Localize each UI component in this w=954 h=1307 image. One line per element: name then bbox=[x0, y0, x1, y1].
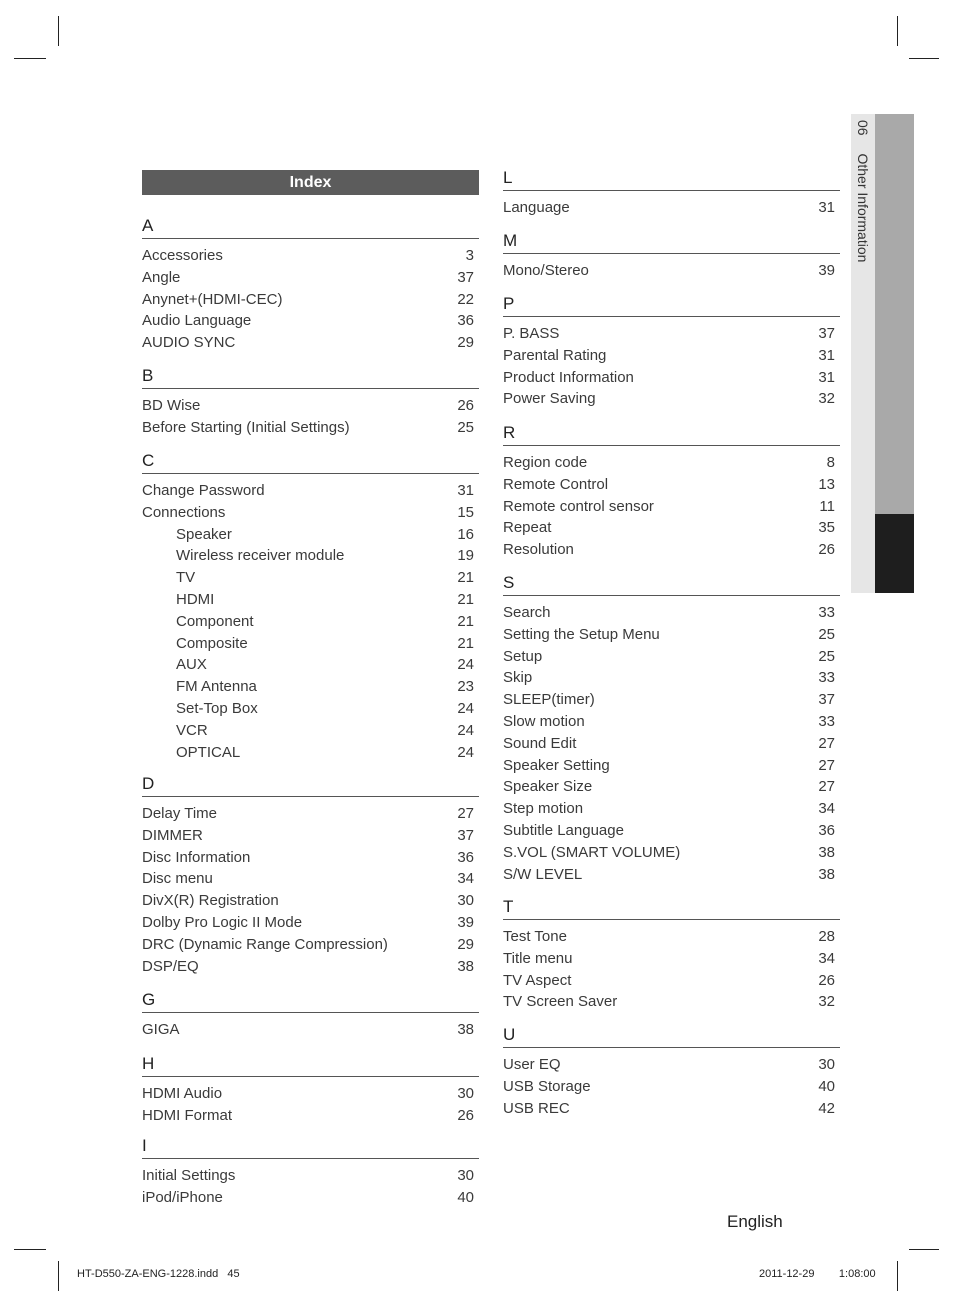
entry-page: 26 bbox=[457, 1106, 474, 1124]
index-entry bbox=[503, 864, 840, 886]
index-entry bbox=[503, 667, 840, 689]
index-entry bbox=[503, 539, 840, 561]
entry-page: 27 bbox=[457, 805, 474, 822]
entry-label: TV Aspect bbox=[503, 971, 572, 989]
language-label: English bbox=[727, 1212, 783, 1231]
entry-page: 32 bbox=[818, 993, 835, 1011]
entry-page: 39 bbox=[818, 262, 835, 279]
section-letter: T bbox=[503, 895, 840, 920]
entry-label: Language bbox=[503, 199, 570, 216]
entry-page: 34 bbox=[457, 870, 474, 888]
entry-page: 33 bbox=[818, 604, 835, 621]
crop-mark bbox=[897, 16, 898, 46]
section-letter: A bbox=[142, 214, 479, 239]
entry-label: USB REC bbox=[503, 1099, 570, 1117]
crop-mark bbox=[14, 1249, 46, 1250]
entry-label: DSP/EQ bbox=[142, 957, 199, 975]
entry-list bbox=[142, 474, 479, 763]
footer-page: 45 bbox=[227, 1268, 240, 1280]
section-letter: C bbox=[142, 449, 479, 474]
index-entry bbox=[142, 890, 479, 912]
entry-label: AUDIO SYNC bbox=[142, 334, 236, 352]
entry-label: Remote control sensor bbox=[503, 497, 654, 515]
entry-label: Speaker Setting bbox=[503, 756, 610, 774]
entry-page: 35 bbox=[818, 519, 835, 537]
entry-label: Set-Top Box bbox=[176, 699, 258, 717]
crop-mark bbox=[58, 16, 59, 46]
entry-label: Delay Time bbox=[142, 805, 218, 822]
index-entry bbox=[142, 1187, 479, 1209]
index-entry bbox=[503, 820, 840, 842]
entry-page: 26 bbox=[818, 541, 835, 559]
entry-label: Audio Language bbox=[142, 312, 252, 330]
entry-label: HDMI bbox=[176, 590, 215, 608]
footer-filename bbox=[77, 1268, 240, 1280]
index-entry bbox=[142, 395, 479, 417]
entry-page: 36 bbox=[457, 848, 474, 866]
entry-label: Resolution bbox=[503, 541, 574, 559]
section-letter: L bbox=[503, 166, 840, 191]
index-entry bbox=[142, 1165, 479, 1187]
index-entry bbox=[142, 868, 479, 890]
entry-page: 36 bbox=[457, 312, 474, 330]
entry-list bbox=[503, 254, 840, 282]
crop-mark bbox=[58, 1261, 59, 1291]
entry-list bbox=[142, 1159, 479, 1209]
index-entry bbox=[142, 589, 479, 611]
section-letter: B bbox=[142, 364, 479, 389]
chapter-number: 06 bbox=[855, 120, 871, 136]
index-entry bbox=[142, 545, 479, 567]
entry-label: Sound Edit bbox=[503, 734, 577, 752]
index-section bbox=[142, 988, 479, 1041]
entry-page: 38 bbox=[457, 957, 474, 975]
entry-label: SLEEP(timer) bbox=[503, 691, 595, 709]
entry-label: Mono/Stereo bbox=[503, 262, 589, 279]
entry-page: 3 bbox=[465, 247, 474, 264]
entry-label: Dolby Pro Logic II Mode bbox=[142, 913, 303, 931]
index-section bbox=[503, 895, 840, 1013]
entry-label: Parental Rating bbox=[503, 346, 607, 364]
entry-page: 15 bbox=[457, 503, 474, 521]
entry-page: 24 bbox=[457, 743, 474, 761]
entry-page: 39 bbox=[457, 913, 474, 931]
entry-label: Subtitle Language bbox=[503, 821, 624, 839]
entry-page: 27 bbox=[818, 734, 835, 752]
entry-label: Before Starting (Initial Settings) bbox=[142, 418, 350, 436]
index-entry bbox=[142, 633, 479, 655]
index-entry bbox=[142, 310, 479, 332]
entry-label: Setup bbox=[503, 647, 543, 665]
index-entry bbox=[503, 842, 840, 864]
entry-list bbox=[503, 1048, 840, 1119]
section-letter: G bbox=[142, 988, 479, 1013]
entry-page: 34 bbox=[818, 800, 835, 818]
entry-label: P. BASS bbox=[503, 325, 560, 342]
chapter-tab-marker bbox=[875, 514, 914, 593]
chapter-title: Other Information bbox=[855, 153, 871, 263]
index-section bbox=[503, 1023, 840, 1119]
entry-list bbox=[142, 1077, 479, 1127]
entry-page: 30 bbox=[457, 1167, 474, 1184]
section-letter: U bbox=[503, 1023, 840, 1048]
index-section bbox=[142, 214, 479, 354]
index-entry bbox=[503, 602, 840, 624]
entry-label: Step motion bbox=[503, 800, 584, 818]
entry-label: Connections bbox=[142, 503, 226, 521]
index-entry bbox=[142, 267, 479, 289]
entry-page: 26 bbox=[818, 971, 835, 989]
entry-page: 25 bbox=[818, 647, 835, 665]
entry-list bbox=[503, 920, 840, 1013]
entry-page: 23 bbox=[457, 678, 474, 696]
entry-label: BD Wise bbox=[142, 397, 201, 414]
entry-page: 40 bbox=[818, 1077, 835, 1095]
index-entry bbox=[503, 474, 840, 496]
entry-page: 21 bbox=[457, 612, 474, 630]
index-entry bbox=[503, 711, 840, 733]
entry-page: 38 bbox=[457, 1021, 474, 1038]
index-entry bbox=[142, 803, 479, 825]
entry-label: Disc Information bbox=[142, 848, 251, 866]
index-entry bbox=[503, 991, 840, 1013]
entry-page: 33 bbox=[818, 669, 835, 687]
entry-label: iPod/iPhone bbox=[142, 1188, 223, 1206]
index-entry bbox=[503, 1076, 840, 1098]
entry-page: 31 bbox=[818, 368, 835, 386]
entry-page: 30 bbox=[457, 1085, 474, 1102]
entry-label: DRC (Dynamic Range Compression) bbox=[142, 935, 388, 953]
index-section bbox=[503, 292, 840, 410]
entry-label: VCR bbox=[176, 721, 208, 739]
index-entry bbox=[142, 332, 479, 354]
index-entry bbox=[503, 388, 840, 410]
crop-mark bbox=[909, 1249, 939, 1250]
index-entry bbox=[503, 755, 840, 777]
entry-label: Repeat bbox=[503, 519, 552, 537]
index-section bbox=[503, 166, 840, 219]
index-section bbox=[142, 1134, 479, 1209]
entry-page: 33 bbox=[818, 712, 835, 730]
entry-label: HDMI Audio bbox=[142, 1085, 223, 1102]
chapter-label bbox=[850, 120, 876, 320]
entry-label: Component bbox=[176, 612, 254, 630]
entry-page: 11 bbox=[819, 497, 835, 515]
entry-list bbox=[142, 1013, 479, 1041]
footer-file: HT-D550-ZA-ENG-1228.indd bbox=[77, 1268, 219, 1280]
crop-mark bbox=[14, 58, 46, 59]
page-title: Index bbox=[142, 170, 479, 195]
index-entry bbox=[503, 926, 840, 948]
entry-label: S.VOL (SMART VOLUME) bbox=[503, 843, 681, 861]
index-entry bbox=[142, 480, 479, 502]
entry-label: Angle bbox=[142, 268, 181, 286]
entry-list bbox=[503, 317, 840, 410]
entry-label: TV bbox=[176, 569, 196, 587]
entry-label: Disc menu bbox=[142, 870, 213, 888]
index-entry bbox=[142, 742, 479, 764]
entry-label: Speaker Size bbox=[503, 778, 593, 796]
entry-list bbox=[503, 596, 840, 885]
entry-page: 32 bbox=[818, 390, 835, 408]
index-entry bbox=[142, 1105, 479, 1127]
entry-page: 34 bbox=[818, 949, 835, 967]
entry-label: Remote Control bbox=[503, 475, 609, 493]
entry-label: Wireless receiver module bbox=[176, 547, 345, 565]
entry-page: 38 bbox=[818, 865, 835, 883]
entry-page: 25 bbox=[457, 418, 474, 436]
entry-page: 28 bbox=[818, 928, 835, 945]
entry-label: AUX bbox=[176, 656, 207, 674]
entry-label: Title menu bbox=[503, 949, 573, 967]
index-entry bbox=[142, 912, 479, 934]
entry-label: Search bbox=[503, 604, 551, 621]
entry-page: 16 bbox=[457, 525, 474, 543]
index-section bbox=[503, 421, 840, 561]
index-entry bbox=[503, 970, 840, 992]
index-entry bbox=[142, 676, 479, 698]
entry-page: 29 bbox=[457, 334, 474, 352]
section-letter: S bbox=[503, 571, 840, 596]
crop-mark bbox=[909, 58, 939, 59]
entry-label: Setting the Setup Menu bbox=[503, 625, 660, 643]
index-section bbox=[142, 364, 479, 439]
index-entry bbox=[142, 934, 479, 956]
index-entry bbox=[142, 825, 479, 847]
crop-mark bbox=[897, 1261, 898, 1291]
entry-label: OPTICAL bbox=[176, 743, 241, 761]
index-section bbox=[142, 1052, 479, 1127]
entry-list bbox=[142, 239, 479, 354]
entry-label: S/W LEVEL bbox=[503, 865, 583, 883]
entry-page: 31 bbox=[457, 482, 474, 499]
entry-page: 24 bbox=[457, 699, 474, 717]
index-entry bbox=[142, 847, 479, 869]
section-letter: D bbox=[142, 772, 479, 797]
entry-label: Slow motion bbox=[503, 712, 585, 730]
entry-label: Product Information bbox=[503, 368, 634, 386]
index-entry bbox=[503, 260, 840, 282]
entry-page: 19 bbox=[457, 547, 474, 565]
index-entry bbox=[142, 1083, 479, 1105]
index-entry bbox=[142, 289, 479, 311]
entry-label: Power Saving bbox=[503, 390, 596, 408]
index-entry bbox=[142, 654, 479, 676]
index-entry bbox=[503, 798, 840, 820]
entry-label: Composite bbox=[176, 634, 248, 652]
entry-label: GIGA bbox=[142, 1021, 180, 1038]
index-entry bbox=[503, 624, 840, 646]
index-entry bbox=[142, 698, 479, 720]
index-entry bbox=[503, 367, 840, 389]
entry-label: Skip bbox=[503, 669, 533, 687]
index-entry bbox=[142, 567, 479, 589]
entry-page: 36 bbox=[818, 821, 835, 839]
index-entry bbox=[142, 524, 479, 546]
index-entry bbox=[503, 452, 840, 474]
entry-label: Test Tone bbox=[503, 928, 567, 945]
index-entry bbox=[142, 720, 479, 742]
entry-page: 21 bbox=[457, 634, 474, 652]
entry-page: 37 bbox=[818, 325, 835, 342]
entry-page: 40 bbox=[457, 1188, 474, 1206]
entry-page: 27 bbox=[818, 778, 835, 796]
index-entry bbox=[503, 689, 840, 711]
entry-label: TV Screen Saver bbox=[503, 993, 618, 1011]
entry-page: 37 bbox=[818, 691, 835, 709]
entry-page: 30 bbox=[457, 892, 474, 910]
entry-page: 38 bbox=[818, 843, 835, 861]
section-letter: I bbox=[142, 1134, 479, 1159]
entry-page: 21 bbox=[457, 569, 474, 587]
index-entry bbox=[503, 776, 840, 798]
index-entry bbox=[142, 1019, 479, 1041]
index-entry bbox=[503, 646, 840, 668]
entry-label: FM Antenna bbox=[176, 678, 257, 696]
entry-page: 22 bbox=[457, 290, 474, 308]
entry-label: USB Storage bbox=[503, 1077, 591, 1095]
entry-list bbox=[142, 389, 479, 439]
index-section bbox=[142, 772, 479, 977]
entry-label: User EQ bbox=[503, 1056, 561, 1073]
entry-page: 27 bbox=[818, 756, 835, 774]
index-entry bbox=[142, 956, 479, 978]
entry-page: 24 bbox=[457, 656, 474, 674]
index-entry bbox=[503, 733, 840, 755]
entry-label: DivX(R) Registration bbox=[142, 892, 279, 910]
index-entry bbox=[503, 496, 840, 518]
index-entry bbox=[503, 323, 840, 345]
footer-timestamp bbox=[759, 1268, 876, 1280]
entry-label: Change Password bbox=[142, 482, 265, 499]
index-entry bbox=[142, 502, 479, 524]
section-letter: M bbox=[503, 229, 840, 254]
index-entry bbox=[503, 517, 840, 539]
section-letter: P bbox=[503, 292, 840, 317]
entry-page: 13 bbox=[818, 475, 835, 493]
entry-page: 37 bbox=[457, 826, 474, 844]
entry-label: HDMI Format bbox=[142, 1106, 232, 1124]
index-entry bbox=[503, 1098, 840, 1120]
section-letter: H bbox=[142, 1052, 479, 1077]
index-section bbox=[142, 449, 479, 763]
index-entry bbox=[142, 417, 479, 439]
entry-label: Initial Settings bbox=[142, 1167, 236, 1184]
index-section bbox=[503, 571, 840, 885]
entry-page: 30 bbox=[818, 1056, 835, 1073]
entry-page: 29 bbox=[457, 935, 474, 953]
index-entry bbox=[142, 611, 479, 633]
index-entry bbox=[503, 948, 840, 970]
entry-label: DIMMER bbox=[142, 826, 203, 844]
entry-label: Region code bbox=[503, 454, 588, 471]
index-entry bbox=[503, 345, 840, 367]
entry-page: 24 bbox=[457, 721, 474, 739]
entry-page: 31 bbox=[818, 346, 835, 364]
entry-page: 21 bbox=[457, 590, 474, 608]
entry-page: 8 bbox=[826, 454, 835, 471]
entry-label: Accessories bbox=[142, 247, 223, 264]
index-entry bbox=[503, 1054, 840, 1076]
entry-list bbox=[142, 797, 479, 977]
entry-page: 26 bbox=[457, 397, 474, 414]
footer-date: 2011-12-29 bbox=[759, 1268, 815, 1280]
index-entry bbox=[503, 197, 840, 219]
entry-page: 37 bbox=[457, 268, 474, 286]
footer-time: 1:08:00 bbox=[838, 1268, 876, 1280]
entry-list bbox=[503, 446, 840, 561]
section-letter: R bbox=[503, 421, 840, 446]
index-section bbox=[503, 229, 840, 282]
index-entry bbox=[142, 245, 479, 267]
entry-page: 31 bbox=[818, 199, 835, 216]
entry-page: 25 bbox=[818, 625, 835, 643]
entry-label: Speaker bbox=[176, 525, 232, 543]
entry-label: Anynet+(HDMI-CEC) bbox=[142, 290, 283, 308]
entry-page: 42 bbox=[818, 1099, 835, 1117]
entry-list bbox=[503, 191, 840, 219]
